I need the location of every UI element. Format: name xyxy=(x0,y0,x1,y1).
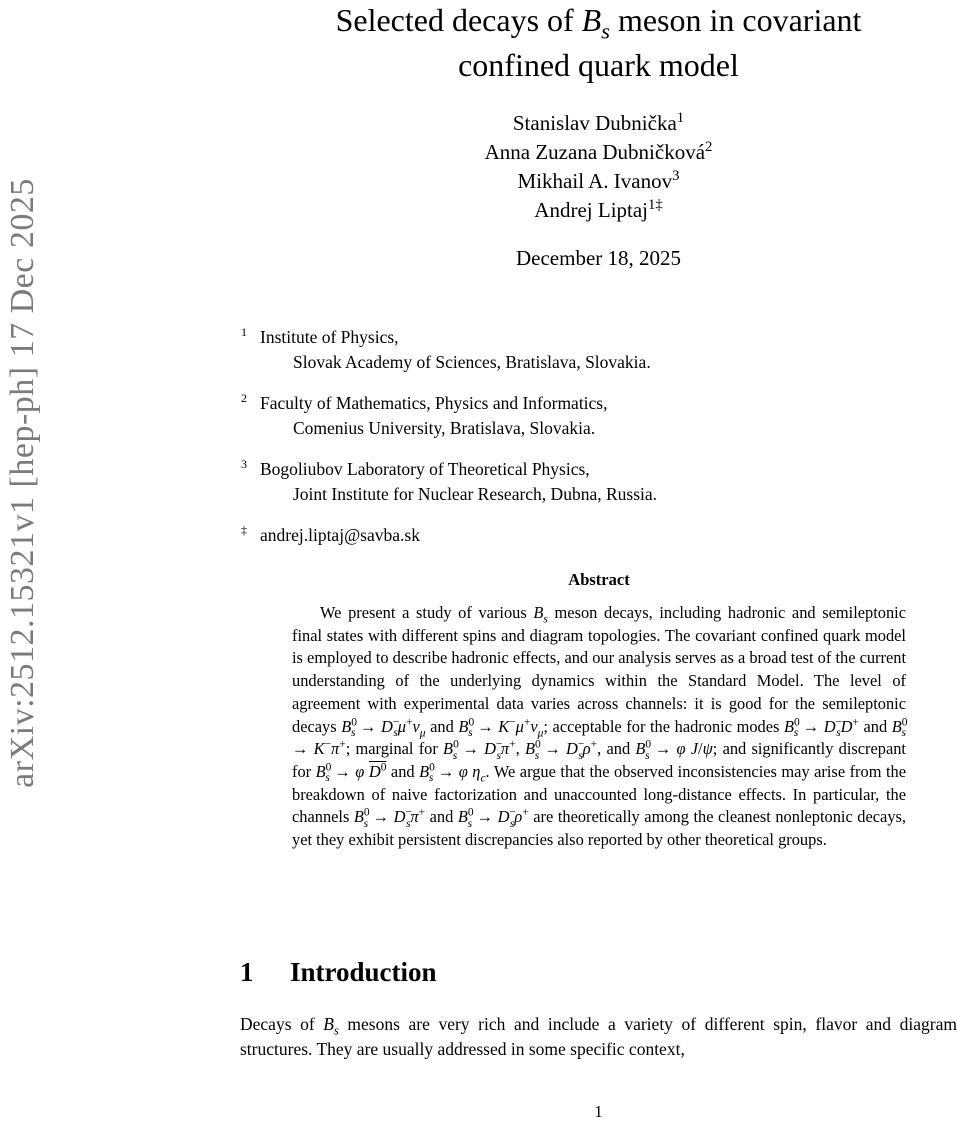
affiliation-list xyxy=(240,325,940,564)
author: Anna Zuzana Dubničková$^2$ xyxy=(484,139,713,164)
author: Stanislav Dubnička$^1$ xyxy=(512,110,685,135)
page-number: 1 xyxy=(594,1102,603,1121)
affiliation: 3 Bogoliubov Laboratory of Theoretical Physics, Joint Institute for Nuclear Research, Dubna, Russia. xyxy=(241,457,658,504)
email-link[interactable]: andrej.liptaj@savba.sk xyxy=(260,525,420,545)
abstract-body: We present a study of various $B_s$ meson decays, including hadronic and semileptonic final states with different spins and diagram topologies. The covariant confined quark model is employed to describe hadronic effects, and our analysis serves as a broad test of the current understanding of the underlying dynamics within the Standard Model. The level of agreement with experimental data varies across channels: it is good for the semileptonic decays $B^0_s \to D^-_s\mu^+\nu_\mu$ and $B^0_s \to K^-\mu^+\nu_\mu$; acceptable for the hadronic modes $B^0_s \to D^-_sD^+$ and $B^0_s \to K^-\pi^+$; marginal for $B^0_s \to D^-_s\pi^+$, $B^0_s \to D^-_s\rho^+$, and $B^0_s \to \varphi$ J/ψ; and significantly discrepant for $B^0_s \to \varphi$ $D^0$ and $B^0_s \to \varphi$ $\eta_c$. We argue that the observed inconsistencies may arise from the breakdown of naive factorization and unaccounted long-distance effects. In particular, the channels $B^0_s \to D^-_s\pi^+$ and $B^0_s \to D^-_s\rho^+$ are theoretically among the cleanest nonleptonic decays, yet they exhibit persistent discrepancies also reported by other theoretical groups. xyxy=(292,603,908,850)
affiliation: 1 Institute of Physics, Slovak Academy of Sciences, Bratislava, Slovakia. xyxy=(241,325,651,372)
intro-paragraph: Decays of $B_s$ mesons are very rich and include a variety of different spin, flavor and diagram structures. They are usually addressed in some specific context, xyxy=(240,1014,957,1059)
paper-title xyxy=(240,0,957,88)
title-line-1: Selected decays of $B_s$ meson in covariant xyxy=(335,2,862,44)
section-heading: 1 Introduction xyxy=(240,957,437,987)
paper-date: December 18, 2025 xyxy=(515,246,682,270)
email-note: ‡ andrej.liptaj@savba.sk xyxy=(240,523,940,548)
author: Andrej Liptaj$^{1\ddagger}$ xyxy=(534,197,663,222)
author: Mikhail A. Ivanov$^3$ xyxy=(517,168,680,193)
arxiv-stamp xyxy=(2,110,44,855)
title-line-2: confined quark model xyxy=(458,47,739,83)
arxiv-stamp-text: arXiv:2512.15321v1 [hep-ph] 17 Dec 2025 xyxy=(4,177,41,788)
abstract-heading: Abstract xyxy=(568,570,630,589)
author-list xyxy=(240,109,957,225)
affiliation: 2 Faculty of Mathematics, Physics and Informatics, Comenius University, Bratislava, Slovakia. xyxy=(241,391,608,438)
